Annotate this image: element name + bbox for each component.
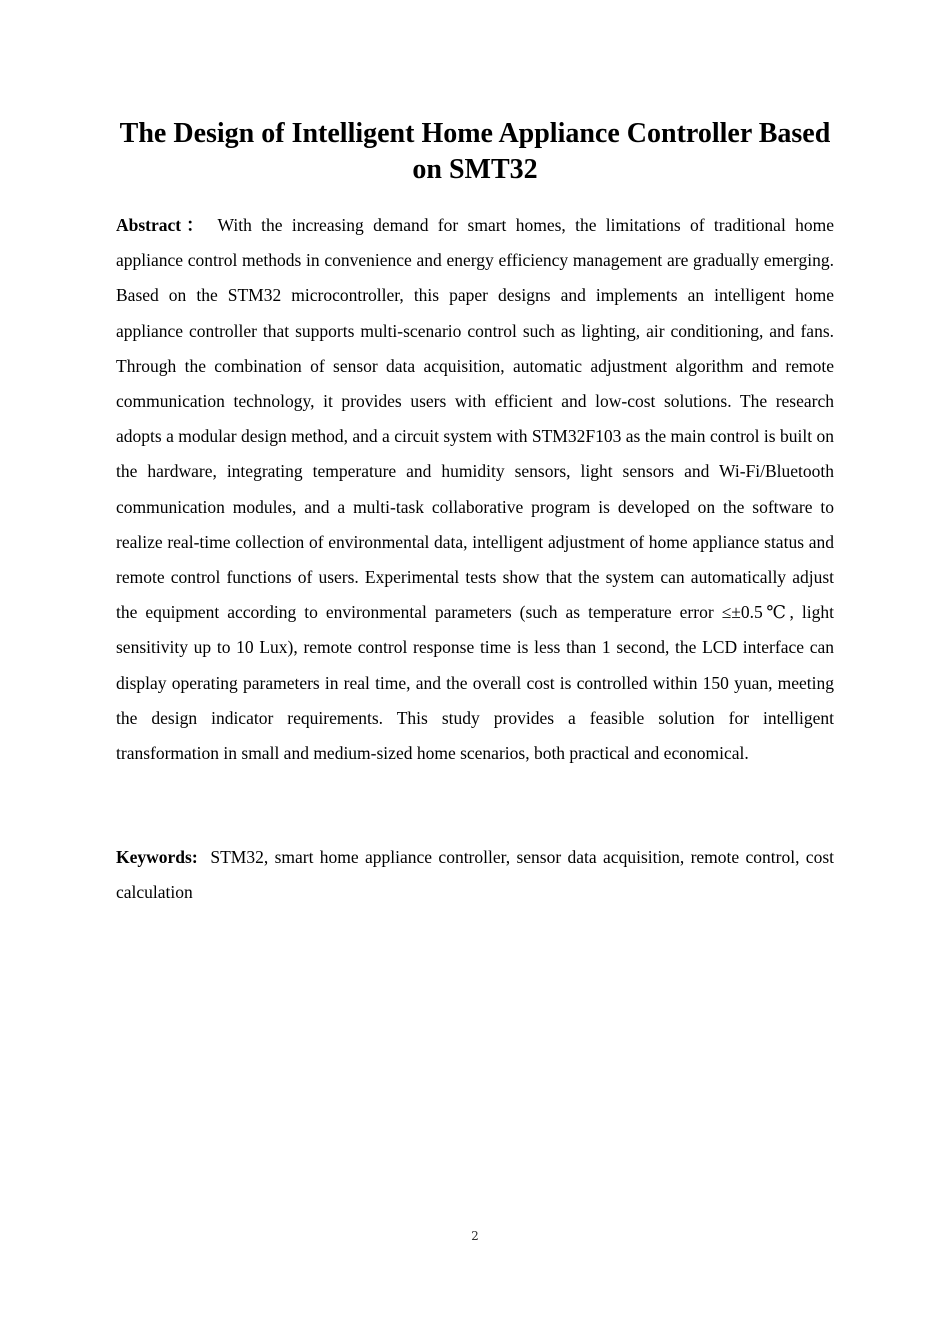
- abstract-label: Abstract：: [116, 215, 209, 235]
- page-number: 2: [471, 1229, 479, 1243]
- keywords-label: Keywords:: [116, 847, 198, 867]
- keywords-text: STM32, smart home appliance controller, sensor data acquisition, remote control, cost calculation: [116, 847, 834, 903]
- paper-title: The Design of Intelligent Home Appliance Controller Based on SMT32: [119, 118, 831, 185]
- abstract-text: With the increasing demand for smart homes, the limitations of traditional home appliance control methods in convenience and energy efficiency management are gradually emerging. Based on the STM32 microcontroller, this paper designs and implements an intelligent home appliance controller that supports multi-scenario control such as lighting, air conditioning, and fans. Through the combination of sensor data acquisition, automatic adjustment algorithm and remote communication technology, it provides users with efficient and low-cost solutions. The research adopts a modular design method, and a circuit system with STM32F103 as the main control is built on the hardware, integrating temperature and humidity sensors, light sensors and Wi-Fi/Bluetooth communication modules, and a multi-task collaborative program is developed on the software to realize real-time collection of environmental data, intelligent adjustment of home appliance status and remote control functions of users. Experimental tests show that the system can automatically adjust the equipment according to environmental parameters (such as temperature error ≤±0.5℃, light sensitivity up to 10 Lux), remote control response time is less than 1 second, the LCD interface can display operating parameters in real time, and the overall cost is controlled within 150 yuan, meeting the design indicator requirements. This study provides a feasible solution for intelligent transformation in small and medium-sized home scenarios, both practical and economical.: [116, 215, 835, 764]
- abstract-paragraph: [116, 208, 834, 771]
- keywords-paragraph: [116, 840, 834, 910]
